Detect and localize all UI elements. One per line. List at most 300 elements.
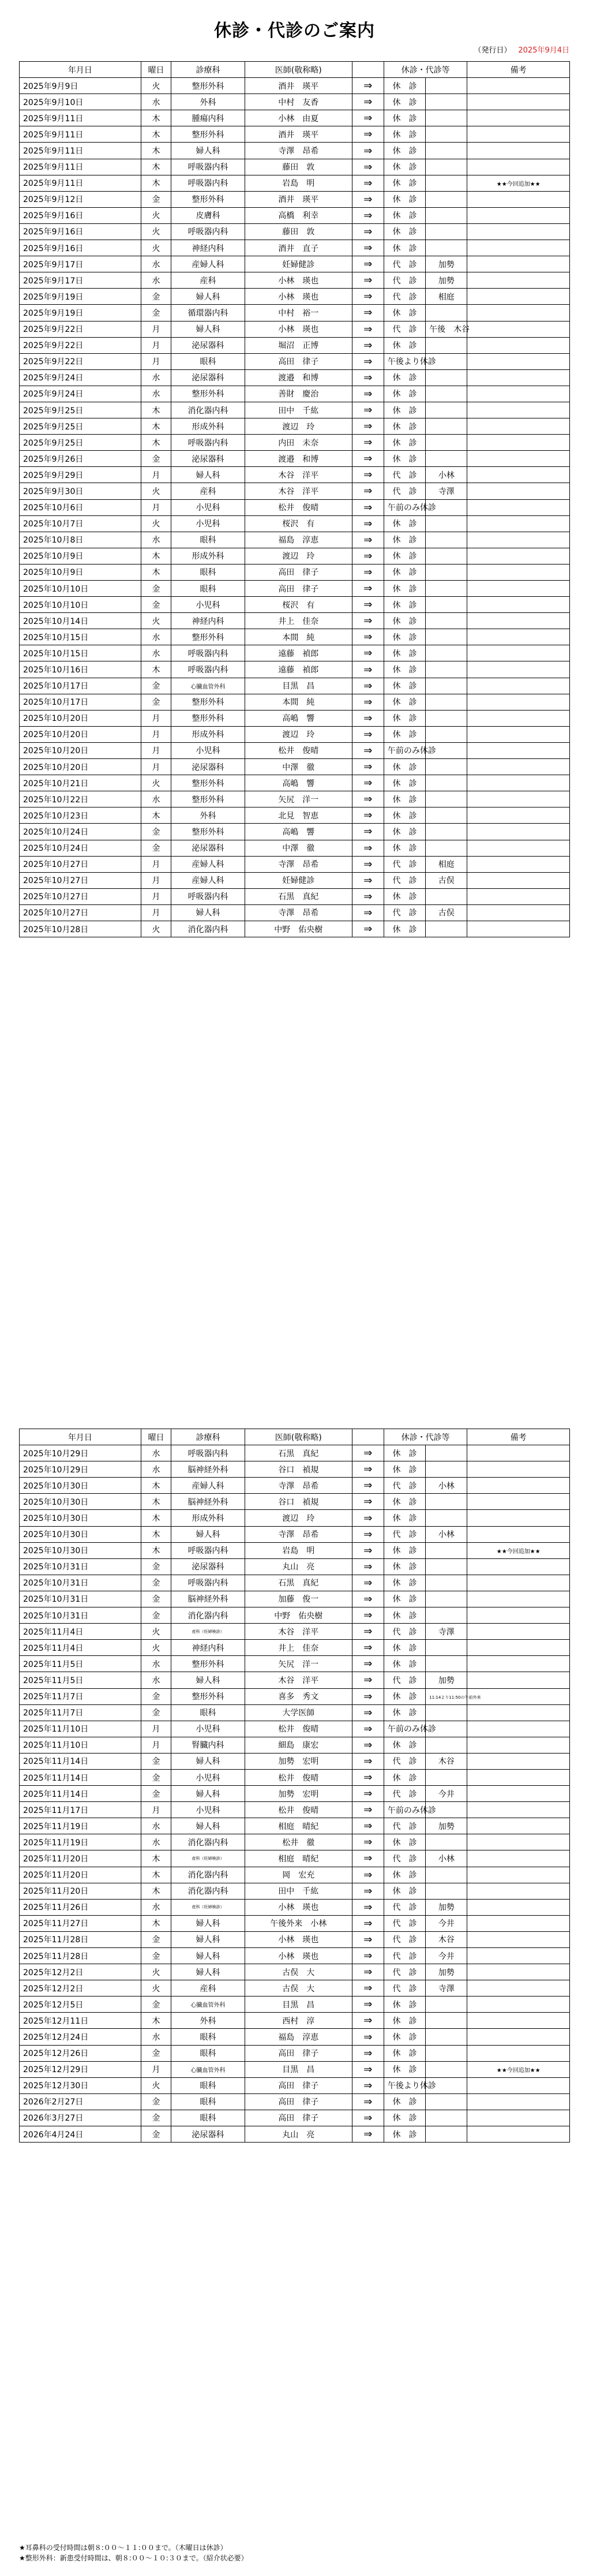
row-dow: 月 [141,337,171,353]
row-status: 代 診 [384,1931,425,1947]
row-substitute: 小林 [426,1526,467,1542]
row-note [467,678,570,694]
row-substitute [426,369,467,386]
row-date: 2025年10月27日 [20,888,141,904]
row-date: 2025年10月30日 [20,1510,141,1526]
row-status: 休 診 [384,597,425,613]
row-status: 午後より休診 [384,353,425,369]
row-status: 休 診 [384,1997,425,2013]
row-note [467,2126,570,2143]
row-note [467,305,570,321]
row-dow: 水 [141,629,171,645]
row-status: 休 診 [384,1591,425,1607]
row-dept: 婦人科 [171,1753,245,1769]
row-status: 休 診 [384,175,425,191]
row-status: 休 診 [384,1688,425,1704]
row-date: 2025年10月20日 [20,742,141,758]
row-doctor: 渡辺 玲 [245,726,352,742]
row-dow: 月 [141,726,171,742]
arrow-icon: ⇒ [352,2077,384,2093]
header-doctor: 医師(敬称略) [245,1429,352,1445]
row-date: 2025年12月26日 [20,2045,141,2061]
row-note [467,1997,570,2013]
row-dept: 呼吸器内科 [171,645,245,661]
arrow-icon: ⇒ [352,1526,384,1542]
row-note [467,1461,570,1478]
arrow-icon: ⇒ [352,321,384,337]
row-dow: 水 [141,1899,171,1915]
arrow-icon: ⇒ [352,191,384,207]
row-doctor: 井上 佳奈 [245,613,352,629]
row-doctor: 北見 智恵 [245,807,352,824]
row-date: 2025年9月30日 [20,483,141,499]
row-substitute [426,678,467,694]
row-dow: 木 [141,2013,171,2029]
row-note [467,1721,570,1737]
row-doctor: 木谷 洋平 [245,1624,352,1640]
row-doctor: 寺澤 昂希 [245,143,352,159]
row-note [467,2077,570,2093]
row-doctor: 酒井 直子 [245,240,352,256]
row-status: 休 診 [384,1607,425,1624]
arrow-icon: ⇒ [352,1753,384,1769]
arrow-icon: ⇒ [352,305,384,321]
row-doctor: 桜沢 有 [245,597,352,613]
row-dow: 火 [141,1980,171,1997]
added-note: ★★今回追加★★ [496,2067,541,2074]
row-substitute: 寺澤 [426,1980,467,1997]
arrow-icon: ⇒ [352,1786,384,1802]
row-dow: 木 [141,1526,171,1542]
table-row [20,483,570,499]
row-note [467,532,570,548]
row-dow: 月 [141,467,171,483]
row-date: 2025年12月11日 [20,2013,141,2029]
arrow-icon: ⇒ [352,661,384,678]
table-row [20,386,570,402]
row-note [467,78,570,94]
table-row [20,1575,570,1591]
row-dept: 循環器内科 [171,305,245,321]
row-status: 休 診 [384,581,425,597]
row-dept: 整形外科 [171,126,245,143]
row-dow: 月 [141,710,171,726]
row-dow: 金 [141,678,171,694]
arrow-icon: ⇒ [352,1883,384,1899]
row-doctor: 渡辺 玲 [245,418,352,435]
arrow-icon: ⇒ [352,1834,384,1850]
row-status: 代 診 [384,256,425,272]
row-dept: 婦人科 [171,1948,245,1964]
row-doctor: 高橋 利幸 [245,207,352,223]
arrow-icon: ⇒ [352,532,384,548]
row-dept: 小児科 [171,499,245,515]
table-row [20,678,570,694]
row-dow: 木 [141,159,171,175]
row-status: 代 診 [384,1964,425,1980]
row-dept: 婦人科 [171,904,245,921]
added-note: ★★今回追加★★ [496,181,541,188]
row-substitute [426,548,467,564]
row-dept: 婦人科 [171,289,245,305]
row-status: 代 診 [384,321,425,337]
row-doctor: 目黒 昌 [245,678,352,694]
table-row [20,1721,570,1737]
row-note [467,1575,570,1591]
row-note [467,402,570,418]
row-substitute [426,661,467,678]
row-status: 代 診 [384,467,425,483]
row-dept: 整形外科 [171,694,245,710]
row-note [467,353,570,369]
arrow-icon: ⇒ [352,1818,384,1834]
row-dow: 金 [141,1997,171,2013]
row-substitute [426,2061,467,2077]
row-dow: 金 [141,1948,171,1964]
row-doctor: 石黒 真紀 [245,888,352,904]
row-date: 2025年10月10日 [20,581,141,597]
arrow-icon: ⇒ [352,1915,384,1931]
row-status: 休 診 [384,661,425,678]
row-substitute [426,1883,467,1899]
row-date: 2025年12月30日 [20,2077,141,2093]
arrow-icon: ⇒ [352,759,384,775]
row-date: 2025年11月10日 [20,1721,141,1737]
row-doctor: 高嶋 響 [245,710,352,726]
row-date: 2025年10月27日 [20,904,141,921]
row-dept: 泌尿器科 [171,1558,245,1575]
row-status: 休 診 [384,1867,425,1883]
row-dept: 眼科 [171,532,245,548]
row-status: 代 診 [384,1850,425,1867]
row-status: 代 診 [384,1786,425,1802]
row-status: 代 診 [384,483,425,499]
arrow-icon: ⇒ [352,2013,384,2029]
row-doctor: 藤田 敦 [245,159,352,175]
row-dept: 整形外科 [171,78,245,94]
row-dept: 整形外科 [171,775,245,791]
row-substitute [426,581,467,597]
row-date: 2025年10月15日 [20,645,141,661]
row-status: 休 診 [384,645,425,661]
row-dow: 金 [141,2045,171,2061]
row-doctor: 木谷 洋平 [245,1672,352,1688]
row-dept: 呼吸器内科 [171,1445,245,1461]
row-substitute: 相庭 [426,856,467,872]
arrow-icon: ⇒ [352,1575,384,1591]
row-status: 休 診 [384,1834,425,1850]
row-dept: 整形外科 [171,191,245,207]
row-note [467,272,570,289]
table-row [20,143,570,159]
arrow-icon: ⇒ [352,694,384,710]
row-dept: 眼科 [171,2045,245,2061]
row-status: 休 診 [384,694,425,710]
table-row [20,1510,570,1526]
row-substitute [426,1575,467,1591]
table-row [20,2029,570,2045]
row-doctor: 渡邉 和博 [245,369,352,386]
row-dept: 心臓血管外科 [171,1997,245,2013]
row-note [467,191,570,207]
row-dow: 月 [141,856,171,872]
row-dept: 神経内科 [171,1640,245,1656]
row-status: 午後より休診 [384,2077,425,2093]
row-doctor: 加藤 俊一 [245,1591,352,1607]
table-row [20,515,570,532]
row-dow: 月 [141,742,171,758]
row-dow: 水 [141,532,171,548]
row-dow: 火 [141,775,171,791]
row-note [467,1818,570,1834]
row-dow: 金 [141,1769,171,1785]
arrow-icon: ⇒ [352,1948,384,1964]
row-note [467,597,570,613]
row-substitute: 木谷 [426,1753,467,1769]
row-dept: 婦人科 [171,1915,245,1931]
row-substitute [426,1656,467,1672]
row-dept: 形成外科 [171,1510,245,1526]
row-status: 休 診 [384,2029,425,2045]
row-dow: 木 [141,126,171,143]
arrow-icon: ⇒ [352,240,384,256]
row-note [467,824,570,840]
arrow-icon: ⇒ [352,1931,384,1947]
table-row [20,1769,570,1785]
table-row [20,1656,570,1672]
table-row [20,337,570,353]
row-dow: 月 [141,872,171,888]
table-row [20,110,570,126]
row-status: 代 診 [384,904,425,921]
row-dept: 呼吸器内科 [171,1542,245,1558]
row-substitute [426,126,467,143]
row-status: 代 診 [384,872,425,888]
row-dept: 消化器内科 [171,402,245,418]
row-dow: 水 [141,256,171,272]
table-row [20,726,570,742]
row-note [467,1786,570,1802]
row-note [467,726,570,742]
table-row [20,2110,570,2126]
row-date: 2025年10月31日 [20,1575,141,1591]
row-status: 休 診 [384,1883,425,1899]
row-note [467,1478,570,1494]
row-note [467,223,570,240]
header-dept: 診療科 [171,1429,245,1445]
row-doctor: 中澤 徹 [245,759,352,775]
row-note [467,1445,570,1461]
row-doctor: 高田 律子 [245,2093,352,2110]
table-row [20,78,570,94]
arrow-icon: ⇒ [352,824,384,840]
row-date: 2025年10月20日 [20,710,141,726]
row-date: 2025年11月26日 [20,1899,141,1915]
row-dept: 婦人科 [171,143,245,159]
row-substitute: 加勢 [426,1818,467,1834]
table-row [20,1591,570,1607]
table-row [20,1899,570,1915]
row-note [467,467,570,483]
row-dept: 泌尿器科 [171,369,245,386]
row-dow: 木 [141,548,171,564]
arrow-icon: ⇒ [352,1802,384,1818]
table-row [20,1558,570,1575]
row-dept: 呼吸器内科 [171,223,245,240]
row-dept: 眼科 [171,2093,245,2110]
arrow-icon: ⇒ [352,1672,384,1688]
row-note [467,207,570,223]
row-dept: 外科 [171,807,245,824]
row-note [467,1753,570,1769]
row-substitute [426,840,467,856]
row-substitute [426,1769,467,1785]
row-note [467,1915,570,1931]
row-substitute [426,807,467,824]
row-dept: 心臓血管外科 [171,678,245,694]
row-doctor: 本間 純 [245,694,352,710]
row-dow: 木 [141,1542,171,1558]
arrow-icon: ⇒ [352,1624,384,1640]
row-status: 休 診 [384,159,425,175]
row-note [467,1834,570,1850]
row-dept: 外科 [171,94,245,110]
row-status: 代 診 [384,1818,425,1834]
table-row [20,1445,570,1461]
row-status: 休 診 [384,451,425,467]
row-doctor: 中野 佑央樹 [245,921,352,937]
row-dow: 金 [141,1753,171,1769]
arrow-icon: ⇒ [352,467,384,483]
row-date: 2025年10月30日 [20,1478,141,1494]
arrow-icon: ⇒ [352,223,384,240]
table-row [20,272,570,289]
table-row [20,1624,570,1640]
row-doctor: 午後外来 小林 [245,1915,352,1931]
row-doctor: 桜沢 有 [245,515,352,532]
row-dow: 金 [141,2110,171,2126]
table-row [20,321,570,337]
row-dept: 産科 [171,1980,245,1997]
row-status: 代 診 [384,1478,425,1494]
arrow-icon: ⇒ [352,418,384,435]
table-row [20,807,570,824]
table-row [20,710,570,726]
row-dept: 神経内科 [171,613,245,629]
issue-date-label: （発行日） [474,46,512,55]
row-doctor: 石黒 真紀 [245,1445,352,1461]
arrow-icon: ⇒ [352,1721,384,1737]
row-status: 代 診 [384,1948,425,1964]
row-doctor: 小林 瑛也 [245,1899,352,1915]
row-doctor: 寺澤 昂希 [245,1478,352,1494]
row-note [467,289,570,305]
row-date: 2025年9月17日 [20,272,141,289]
row-status: 休 診 [384,888,425,904]
row-doctor: 岩島 明 [245,175,352,191]
row-substitute: 加勢 [426,272,467,289]
row-dow: 月 [141,888,171,904]
row-note [467,2045,570,2061]
table-row [20,581,570,597]
row-dept: 呼吸器内科 [171,159,245,175]
table-row [20,791,570,807]
row-note [467,515,570,532]
row-note [467,418,570,435]
row-note [467,2093,570,2110]
row-substitute: 小林 [426,1478,467,1494]
row-dept: 神経内科 [171,240,245,256]
row-dept: 眼科 [171,2110,245,2126]
table-row [20,564,570,580]
table-row [20,1786,570,1802]
row-note [467,1672,570,1688]
table-row [20,435,570,451]
row-date: 2025年9月16日 [20,240,141,256]
row-date: 2025年11月14日 [20,1786,141,1802]
row-doctor: 妊婦健診 [245,256,352,272]
row-dow: 水 [141,272,171,289]
row-substitute: 加勢 [426,256,467,272]
row-note [467,1640,570,1656]
row-note [467,791,570,807]
row-dept: 産婦人科 [171,872,245,888]
row-note [467,435,570,451]
row-note [467,581,570,597]
row-substitute [426,759,467,775]
header-status: 休診・代診等 [384,1429,467,1445]
row-substitute [426,402,467,418]
arrow-icon: ⇒ [352,1542,384,1558]
row-dept: 眼科 [171,353,245,369]
row-status: 代 診 [384,272,425,289]
row-date: 2025年9月24日 [20,386,141,402]
row-status: 休 診 [384,2110,425,2126]
row-dow: 火 [141,613,171,629]
row-date: 2025年10月10日 [20,597,141,613]
row-date: 2025年10月31日 [20,1607,141,1624]
row-doctor: 酒井 瑛平 [245,191,352,207]
row-substitute [426,240,467,256]
table-row [20,872,570,888]
row-note [467,1494,570,1510]
row-dept: 消化器内科 [171,921,245,937]
footer-notes [19,2543,248,2563]
row-note [467,1964,570,1980]
row-date: 2025年9月11日 [20,126,141,143]
row-status: 代 診 [384,289,425,305]
row-dept: 泌尿器科 [171,2126,245,2143]
row-dow: 水 [141,1834,171,1850]
table-row [20,1802,570,1818]
table-row [20,1948,570,1964]
row-note [467,94,570,110]
row-doctor: 渡辺 玲 [245,548,352,564]
row-substitute [426,2110,467,2126]
row-dow: 水 [141,645,171,661]
row-status: 休 診 [384,807,425,824]
row-dow: 金 [141,2126,171,2143]
row-doctor: 矢尻 洋一 [245,1656,352,1672]
row-note [467,710,570,726]
arrow-icon: ⇒ [352,629,384,645]
row-substitute [426,1867,467,1883]
row-dow: 金 [141,2093,171,2110]
row-dow: 月 [141,1721,171,1737]
table-row [20,694,570,710]
row-doctor: 松井 俊晴 [245,1802,352,1818]
table-row [20,418,570,435]
